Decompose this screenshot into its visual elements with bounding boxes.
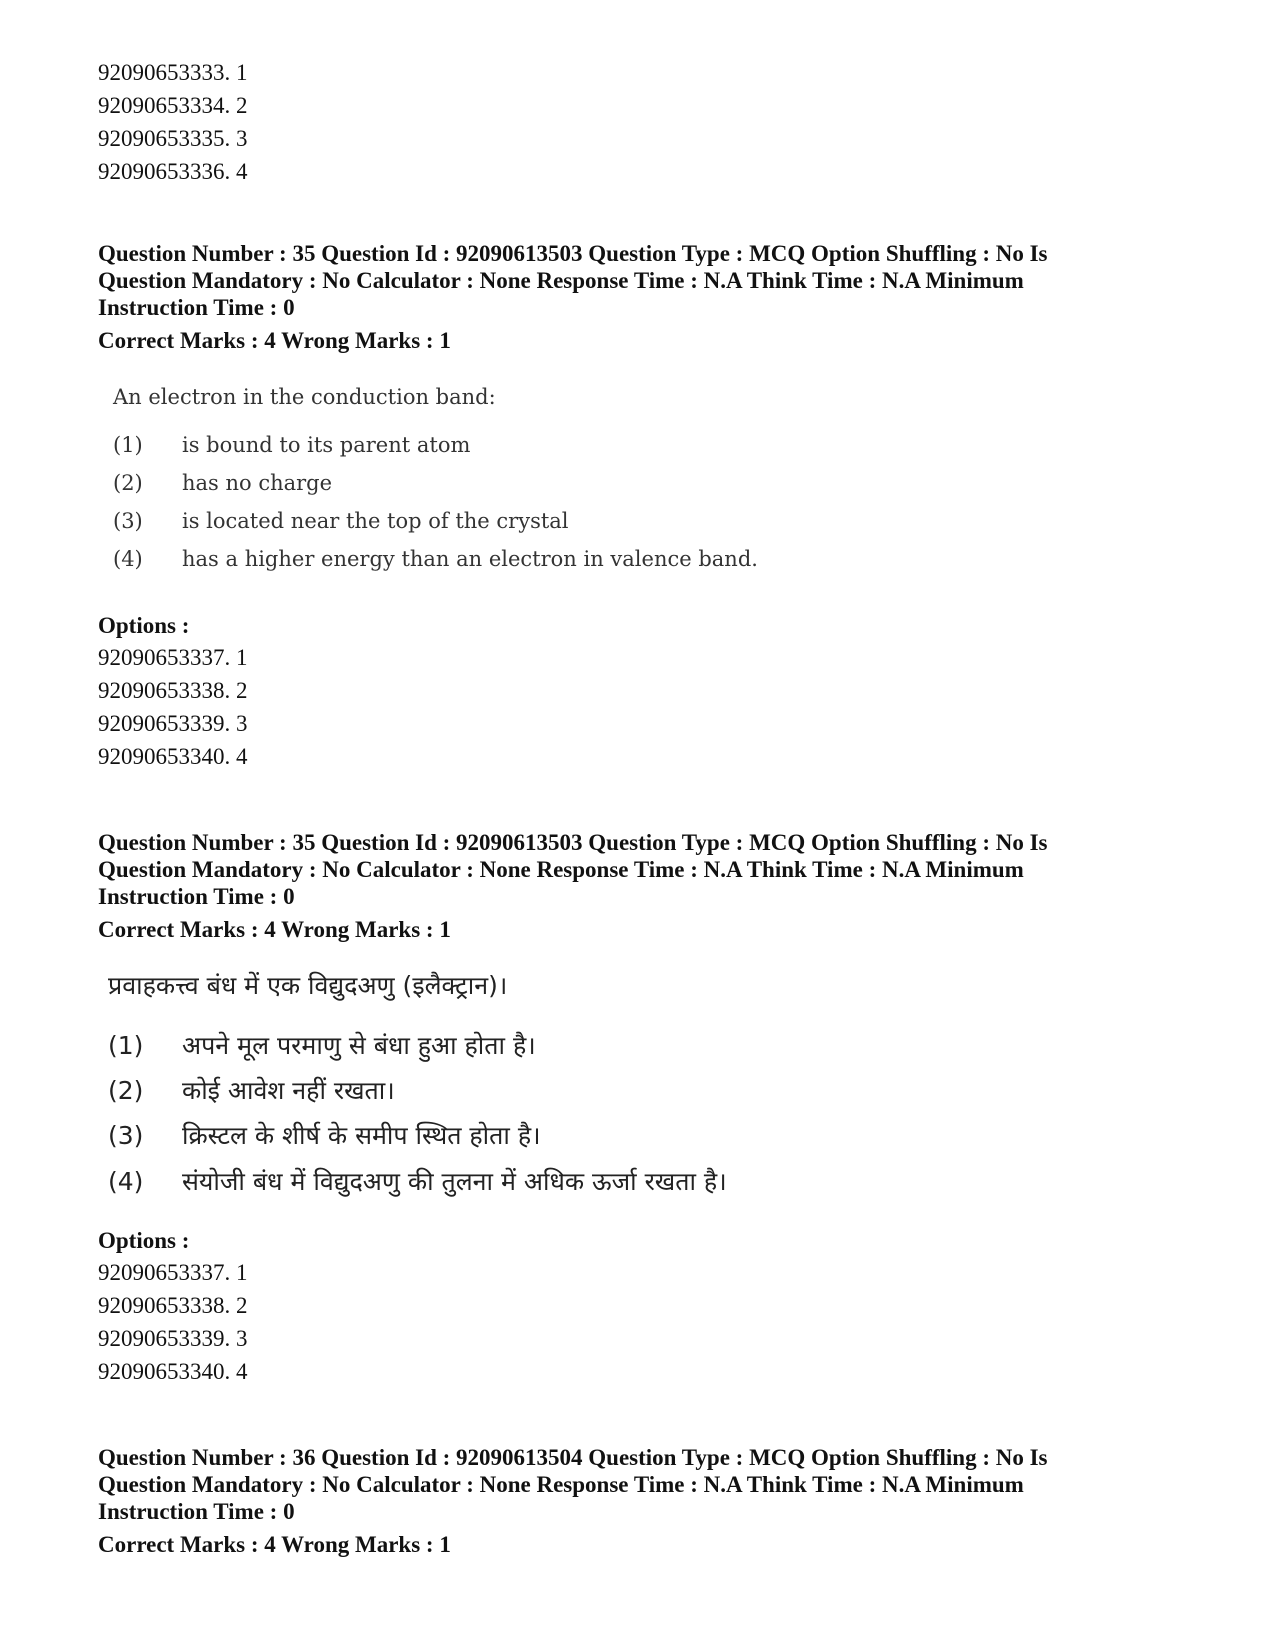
question-text: An electron in the conduction band: [113, 385, 496, 409]
choice-text: कोई आवेश नहीं रखता। [182, 1076, 395, 1105]
question-header-line1: Question Number : 35 Question Id : 92090613503 Question Type : MCQ Option Shuffling : No Is [98, 241, 1048, 266]
choice-text: has no charge [182, 471, 333, 495]
option-item: 92090653340. 4 [98, 1359, 248, 1384]
options-label: Options : [98, 613, 190, 638]
choice-number: (3) [113, 509, 143, 533]
question-header-line1: Question Number : 35 Question Id : 92090613503 Question Type : MCQ Option Shuffling : No Is [98, 830, 1048, 855]
marks-line: Correct Marks : 4 Wrong Marks : 1 [98, 328, 451, 353]
question-header-line2: Question Mandatory : No Calculator : None Response Time : N.A Think Time : N.A Minimum [98, 857, 1024, 882]
choice-text: is located near the top of the crystal [182, 509, 569, 533]
question-header-line3: Instruction Time : 0 [98, 884, 295, 909]
choice-number: (1) [113, 433, 143, 457]
choice-number: (2) [108, 1076, 144, 1105]
option-item: 92090653338. 2 [98, 1293, 248, 1318]
option-item: 92090653339. 3 [98, 711, 248, 736]
choice-number: (4) [113, 547, 143, 571]
choice-text: अपने मूल परमाणु से बंधा हुआ होता है। [182, 1031, 536, 1060]
option-item: 92090653337. 1 [98, 1260, 248, 1285]
marks-line: Correct Marks : 4 Wrong Marks : 1 [98, 917, 451, 942]
question-header-line2: Question Mandatory : No Calculator : None Response Time : N.A Think Time : N.A Minimum [98, 1472, 1024, 1497]
options-label: Options : [98, 1228, 190, 1253]
choice-number: (1) [108, 1031, 144, 1060]
option-item: 92090653338. 2 [98, 678, 248, 703]
choice-number: (2) [113, 471, 143, 495]
question-header-line1: Question Number : 36 Question Id : 92090613504 Question Type : MCQ Option Shuffling : No Is [98, 1445, 1048, 1470]
choice-number: (4) [108, 1167, 144, 1196]
option-item: 92090653337. 1 [98, 645, 248, 670]
option-item: 92090653340. 4 [98, 744, 248, 769]
question-header-line3: Instruction Time : 0 [98, 295, 295, 320]
choice-text: क्रिस्टल के शीर्ष के समीप स्थित होता है। [182, 1121, 541, 1150]
top-option-3: 92090653335. 3 [98, 126, 248, 151]
question-text: प्रवाहकत्त्व बंध में एक विद्युदअणु (इलैक्ट्रान)। [108, 971, 508, 1000]
question-header-line3: Instruction Time : 0 [98, 1499, 295, 1524]
top-option-1: 92090653333. 1 [98, 60, 248, 85]
option-item: 92090653339. 3 [98, 1326, 248, 1351]
top-option-2: 92090653334. 2 [98, 93, 248, 118]
choice-text: has a higher energy than an electron in valence band. [182, 547, 758, 571]
choice-number: (3) [108, 1121, 144, 1150]
question-header-line2: Question Mandatory : No Calculator : None Response Time : N.A Think Time : N.A Minimum [98, 268, 1024, 293]
choice-text: संयोजी बंध में विद्युदअणु की तुलना में अधिक ऊर्जा रखता है। [182, 1167, 727, 1196]
marks-line: Correct Marks : 4 Wrong Marks : 1 [98, 1532, 451, 1557]
choice-text: is bound to its parent atom [182, 433, 471, 457]
top-option-4: 92090653336. 4 [98, 159, 248, 184]
